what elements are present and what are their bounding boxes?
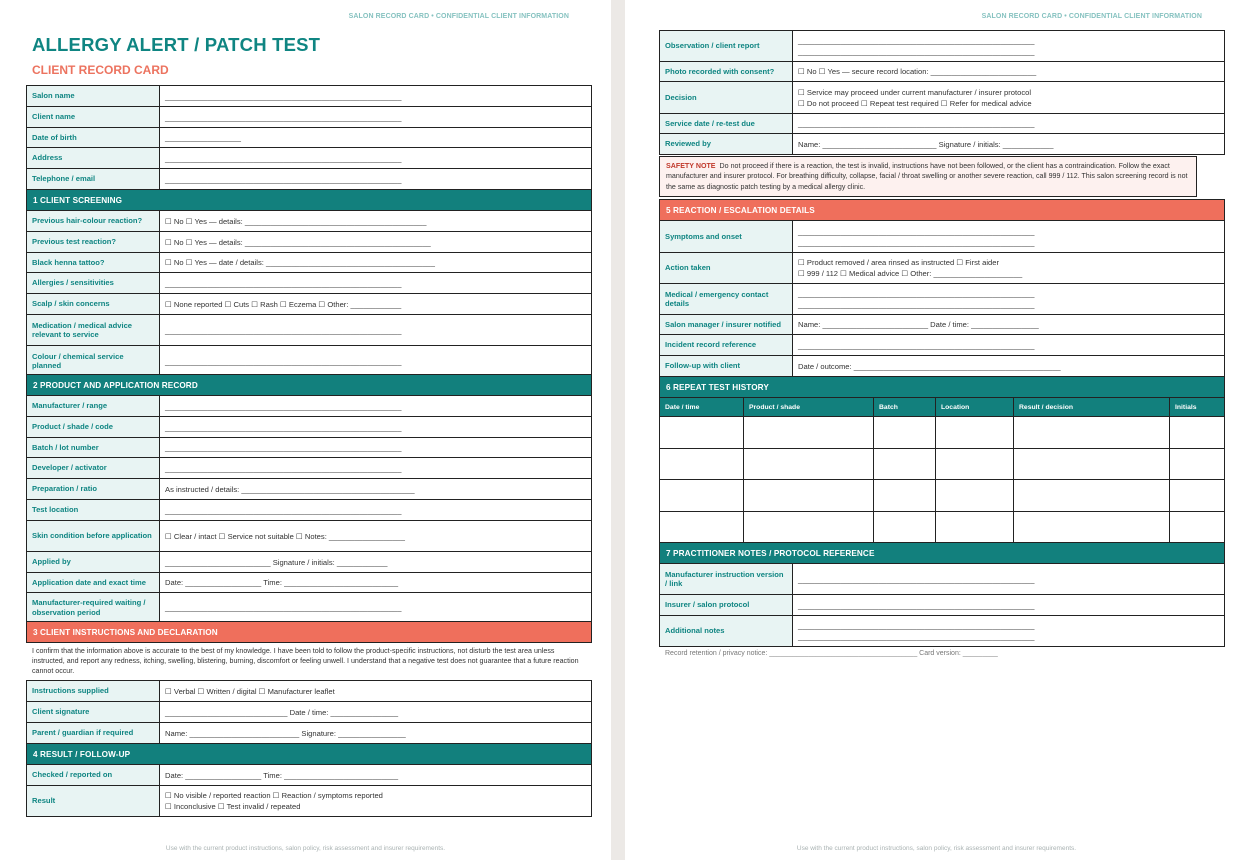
- field-label: Previous test reaction?: [27, 232, 160, 253]
- declaration-block: [26, 621, 592, 744]
- column-header: Batch: [874, 398, 936, 417]
- field-line: ☐ None reported ☐ Cuts ☐ Rash ☐ Eczema ☐ Other: ____________: [165, 299, 402, 309]
- history-cell[interactable]: [874, 449, 936, 481]
- field-line: _________________________ Signature / initials: ____________: [165, 557, 388, 567]
- field-line: Date / outcome: _________________________________________________: [798, 361, 1061, 371]
- section-title: 4 RESULT / FOLLOW-UP: [26, 743, 592, 764]
- field-line: ________________________________________________________: [798, 36, 1035, 45]
- section-title: 5 REACTION / ESCALATION DETAILS: [659, 199, 1225, 220]
- field-label: Telephone / email: [27, 169, 160, 190]
- field-label: Salon manager / insurer notified: [660, 315, 793, 335]
- field-label: Parent / guardian if required: [27, 723, 160, 744]
- field-line: _____________________________ Date / time: ________________: [165, 707, 399, 717]
- field-value[interactable]: [160, 765, 591, 786]
- repeat-history-block: [659, 376, 1225, 543]
- field-label: Follow-up with client: [660, 356, 793, 377]
- field-label: Service date / re-test due: [660, 114, 793, 134]
- field-line: __________________: [165, 133, 242, 142]
- history-cell[interactable]: [744, 512, 874, 544]
- column-header: Initials: [1170, 398, 1224, 417]
- section-title: 2 PRODUCT AND APPLICATION RECORD: [26, 374, 592, 395]
- field-line: ________________________________________________________: [165, 422, 402, 432]
- field-label: Batch / lot number: [27, 438, 160, 458]
- reaction-table: [659, 220, 1225, 377]
- observation-table: [659, 30, 1225, 155]
- field-line: ________________________________________________________: [798, 226, 1035, 236]
- field-line: Name: _________________________ Date / time: ________________: [798, 320, 1039, 329]
- field-value[interactable]: [793, 595, 1224, 616]
- field-label: Application date and exact time: [27, 573, 160, 593]
- field-line: Name: ___________________________ Signature / initials: ____________: [798, 139, 1054, 149]
- field-label: Instructions supplied: [27, 681, 160, 702]
- history-cell[interactable]: [1014, 449, 1170, 481]
- history-cell[interactable]: [936, 449, 1014, 481]
- history-cell[interactable]: [660, 480, 744, 512]
- result-table: [26, 764, 592, 817]
- field-line: ________________________________________________________: [165, 174, 402, 184]
- field-value[interactable]: [160, 521, 591, 552]
- page-header: SALON RECORD CARD • CONFIDENTIAL CLIENT INFORMATION: [981, 13, 1202, 20]
- column-header: Date / time: [660, 398, 744, 417]
- field-value[interactable]: [160, 315, 591, 346]
- field-value[interactable]: [793, 616, 1224, 647]
- field-line: ________________________________________________________: [798, 237, 1035, 247]
- section-title: 6 REPEAT TEST HISTORY: [659, 376, 1225, 397]
- field-label: Salon name: [27, 86, 160, 107]
- field-line: As instructed / details: _________________________________________: [165, 484, 415, 494]
- product-application-block: [26, 374, 592, 623]
- field-value[interactable]: [160, 211, 591, 232]
- safety-note: [659, 156, 1197, 197]
- field-label: Action taken: [660, 253, 793, 284]
- result-block: [26, 743, 592, 817]
- field-label: Manufacturer / range: [27, 396, 160, 417]
- history-cell[interactable]: [744, 417, 874, 449]
- field-label: Preparation / ratio: [27, 479, 160, 500]
- field-line: ________________________________________________________: [165, 153, 402, 163]
- field-value[interactable]: [793, 221, 1224, 253]
- field-line: ☐ No ☐ Yes — details: ____________________________________________: [165, 237, 431, 247]
- history-cell[interactable]: [1014, 512, 1170, 544]
- section-title: 1 CLIENT SCREENING: [26, 189, 592, 210]
- field-value[interactable]: [160, 148, 591, 169]
- field-line: ________________________________________________________: [165, 505, 402, 515]
- field-value[interactable]: [160, 396, 591, 417]
- field-line: ☐ Verbal ☐ Written / digital ☐ Manufacturer leaflet: [165, 686, 335, 696]
- field-value[interactable]: [793, 315, 1224, 335]
- section-title: 3 CLIENT INSTRUCTIONS AND DECLARATION: [26, 621, 592, 642]
- page-2: [625, 0, 1248, 860]
- history-cell[interactable]: [1170, 417, 1224, 449]
- field-line: ☐ Inconclusive ☐ Test invalid / repeated: [165, 802, 301, 811]
- field-value[interactable]: [793, 62, 1224, 82]
- field-value[interactable]: [160, 253, 591, 273]
- safety-note-text: Do not proceed if there is a reaction, the test is invalid, instructions have not been followed, or the client has a contraindication. Follow the exact manufacturer and insurer protocol. For breathing difficulty, collapse, facial / throat swelling or another severe reaction, call 999 / 112. This salon screening record is not the same as diagnostic patch testing by a medical allergy clinic.: [666, 162, 1188, 191]
- field-value[interactable]: [160, 593, 591, 623]
- field-label: Checked / reported on: [27, 765, 160, 786]
- field-label: Developer / activator: [27, 458, 160, 479]
- field-value[interactable]: [793, 253, 1224, 284]
- history-cell[interactable]: [660, 449, 744, 481]
- column-header: Location: [936, 398, 1014, 417]
- field-value[interactable]: [160, 702, 591, 723]
- field-line: ________________________________________________________: [165, 325, 402, 335]
- history-cell[interactable]: [660, 512, 744, 544]
- field-label: Address: [27, 148, 160, 169]
- history-cell[interactable]: [936, 512, 1014, 544]
- field-label: Test location: [27, 500, 160, 521]
- section-title: 7 PRACTITIONER NOTES / PROTOCOL REFERENCE: [659, 542, 1225, 563]
- field-line: ________________________________________________________: [165, 603, 402, 612]
- field-line: ☐ Do not proceed ☐ Repeat test required ☐ Refer for medical advice: [798, 98, 1032, 108]
- field-value[interactable]: [160, 500, 591, 521]
- history-cell[interactable]: [744, 480, 874, 512]
- field-line: ________________________________________________________: [798, 574, 1035, 584]
- field-value[interactable]: [793, 564, 1224, 595]
- field-line: ________________________________________________________: [165, 112, 402, 122]
- client-details-table: [26, 85, 592, 190]
- field-line: Date: __________________ Time: ___________________________: [165, 578, 399, 587]
- field-value[interactable]: [160, 458, 591, 479]
- field-value[interactable]: [160, 573, 591, 593]
- field-label: Previous hair-colour reaction?: [27, 211, 160, 232]
- field-label: Symptoms and onset: [660, 221, 793, 253]
- field-value[interactable]: [793, 114, 1224, 134]
- field-line: ________________________________________________________: [798, 621, 1035, 630]
- field-label: Black henna tattoo?: [27, 253, 160, 273]
- page-footer: Use with the current product instructions, salon policy, risk assessment and insurer requirements.: [165, 845, 446, 852]
- field-label: Colour / chemical service planned: [27, 346, 160, 377]
- declaration-text: I confirm that the information above is accurate to the best of my knowledge. I have been told to follow the product-specific instructions, not disturb the test area unless instructed, and report any redness, itching, swelling, blistering, burning, discomfort or feeling unwell. I understand that a negative test does not guarantee that a future reaction cannot occur.: [26, 642, 592, 680]
- field-line: ________________________________________________________: [798, 300, 1035, 309]
- field-line: Name: __________________________ Signature: ________________: [165, 728, 406, 738]
- client-details-block: [26, 85, 592, 190]
- field-value[interactable]: [160, 294, 591, 315]
- field-label: Date of birth: [27, 128, 160, 148]
- history-cell[interactable]: [936, 480, 1014, 512]
- field-value[interactable]: [160, 552, 591, 573]
- repeat-history-table: [659, 397, 1225, 543]
- field-label: Medical / emergency contact details: [660, 284, 793, 315]
- history-cell[interactable]: [744, 449, 874, 481]
- reaction-block: [659, 199, 1225, 377]
- client-screening-block: [26, 189, 592, 377]
- field-line: ☐ No ☐ Yes — details: ___________________________________________: [165, 216, 427, 226]
- declaration-table: [26, 680, 592, 744]
- field-line: ________________________________________________________: [798, 289, 1035, 298]
- field-label: Result: [27, 786, 160, 817]
- field-label: Incident record reference: [660, 335, 793, 356]
- history-cell[interactable]: [1014, 480, 1170, 512]
- history-cell[interactable]: [1170, 512, 1224, 544]
- field-line: ________________________________________________________: [798, 119, 1035, 128]
- history-cell[interactable]: [936, 417, 1014, 449]
- document-title: ALLERGY ALERT / PATCH TEST: [32, 34, 321, 55]
- field-label: Product / shade / code: [27, 417, 160, 438]
- history-cell[interactable]: [1170, 449, 1224, 481]
- page-1: [0, 0, 611, 860]
- field-value[interactable]: [160, 681, 591, 702]
- field-line: ________________________________________________________: [798, 340, 1035, 350]
- history-cell[interactable]: [874, 512, 936, 544]
- field-label: Medication / medical advice relevant to service: [27, 315, 160, 346]
- client-screening-table: [26, 210, 592, 377]
- field-value[interactable]: [160, 107, 591, 128]
- field-label: Decision: [660, 82, 793, 114]
- retention-notice: Record retention / privacy notice: ______________________________________ Card version: _________: [665, 650, 998, 657]
- practitioner-notes-block: [659, 542, 1225, 647]
- field-line: ☐ Product removed / area rinsed as instructed ☐ First aider: [798, 258, 1000, 267]
- field-label: Additional notes: [660, 616, 793, 647]
- document-subtitle: CLIENT RECORD CARD: [32, 63, 169, 77]
- field-value[interactable]: [160, 273, 591, 294]
- field-line: ________________________________________________________: [798, 47, 1035, 56]
- field-value[interactable]: [160, 786, 591, 817]
- field-line: Date: __________________ Time: ___________________________: [165, 770, 399, 780]
- field-value[interactable]: [793, 31, 1224, 62]
- field-line: ________________________________________________________: [165, 443, 402, 452]
- field-line: ☐ Service may proceed under current manufacturer / insurer protocol: [798, 87, 1032, 97]
- field-line: ☐ No visible / reported reaction ☐ Reaction / symptoms reported: [165, 791, 383, 800]
- field-label: Photo recorded with consent?: [660, 62, 793, 82]
- field-line: ________________________________________________________: [165, 463, 402, 473]
- field-line: ☐ 999 / 112 ☐ Medical advice ☐ Other: _____________________: [798, 269, 1023, 278]
- field-value[interactable]: [160, 417, 591, 438]
- history-cell[interactable]: [1170, 480, 1224, 512]
- field-line: ________________________________________________________: [798, 600, 1035, 610]
- history-cell[interactable]: [874, 480, 936, 512]
- field-line: ________________________________________________________: [165, 401, 402, 411]
- column-header: Result / decision: [1014, 398, 1170, 417]
- field-label: Manufacturer-required waiting / observation period: [27, 593, 160, 623]
- safety-note-label: SAFETY NOTE: [666, 162, 716, 170]
- field-line: ________________________________________________________: [165, 356, 402, 366]
- field-value[interactable]: [160, 438, 591, 458]
- field-label: Reviewed by: [660, 134, 793, 155]
- field-line: ________________________________________________________: [165, 278, 402, 288]
- field-value[interactable]: [160, 346, 591, 377]
- field-value[interactable]: [793, 284, 1224, 315]
- field-label: Manufacturer instruction version / link: [660, 564, 793, 595]
- field-label: Client name: [27, 107, 160, 128]
- field-label: Observation / client report: [660, 31, 793, 62]
- field-label: Applied by: [27, 552, 160, 573]
- field-value[interactable]: [160, 232, 591, 253]
- page-header: SALON RECORD CARD • CONFIDENTIAL CLIENT INFORMATION: [348, 13, 569, 20]
- page-footer: Use with the current product instructions, salon policy, risk assessment and insurer requirements.: [796, 845, 1077, 852]
- field-line: ________________________________________________________: [798, 632, 1035, 641]
- field-value[interactable]: [793, 335, 1224, 356]
- field-value[interactable]: [793, 82, 1224, 114]
- field-label: Skin condition before application: [27, 521, 160, 552]
- history-cell[interactable]: [1014, 417, 1170, 449]
- field-label: Insurer / salon protocol: [660, 595, 793, 616]
- field-label: Scalp / skin concerns: [27, 294, 160, 315]
- product-application-table: [26, 395, 592, 623]
- field-value[interactable]: [793, 356, 1224, 377]
- field-value[interactable]: [160, 169, 591, 190]
- field-value[interactable]: [160, 86, 591, 107]
- field-value[interactable]: [793, 134, 1224, 155]
- field-line: ☐ No ☐ Yes — secure record location: _________________________: [798, 67, 1037, 76]
- observation-block: [659, 30, 1225, 155]
- history-cell[interactable]: [660, 417, 744, 449]
- field-line: ________________________________________________________: [165, 91, 402, 101]
- column-header: Product / shade: [744, 398, 874, 417]
- field-value[interactable]: [160, 479, 591, 500]
- practitioner-notes-table: [659, 563, 1225, 647]
- field-value[interactable]: [160, 723, 591, 744]
- field-line: ☐ Clear / intact ☐ Service not suitable ☐ Notes: __________________: [165, 531, 405, 541]
- field-value[interactable]: [160, 128, 591, 148]
- history-cell[interactable]: [874, 417, 936, 449]
- field-label: Allergies / sensitivities: [27, 273, 160, 294]
- field-line: ☐ No ☐ Yes — date / details: ________________________________________: [165, 258, 435, 267]
- field-label: Client signature: [27, 702, 160, 723]
